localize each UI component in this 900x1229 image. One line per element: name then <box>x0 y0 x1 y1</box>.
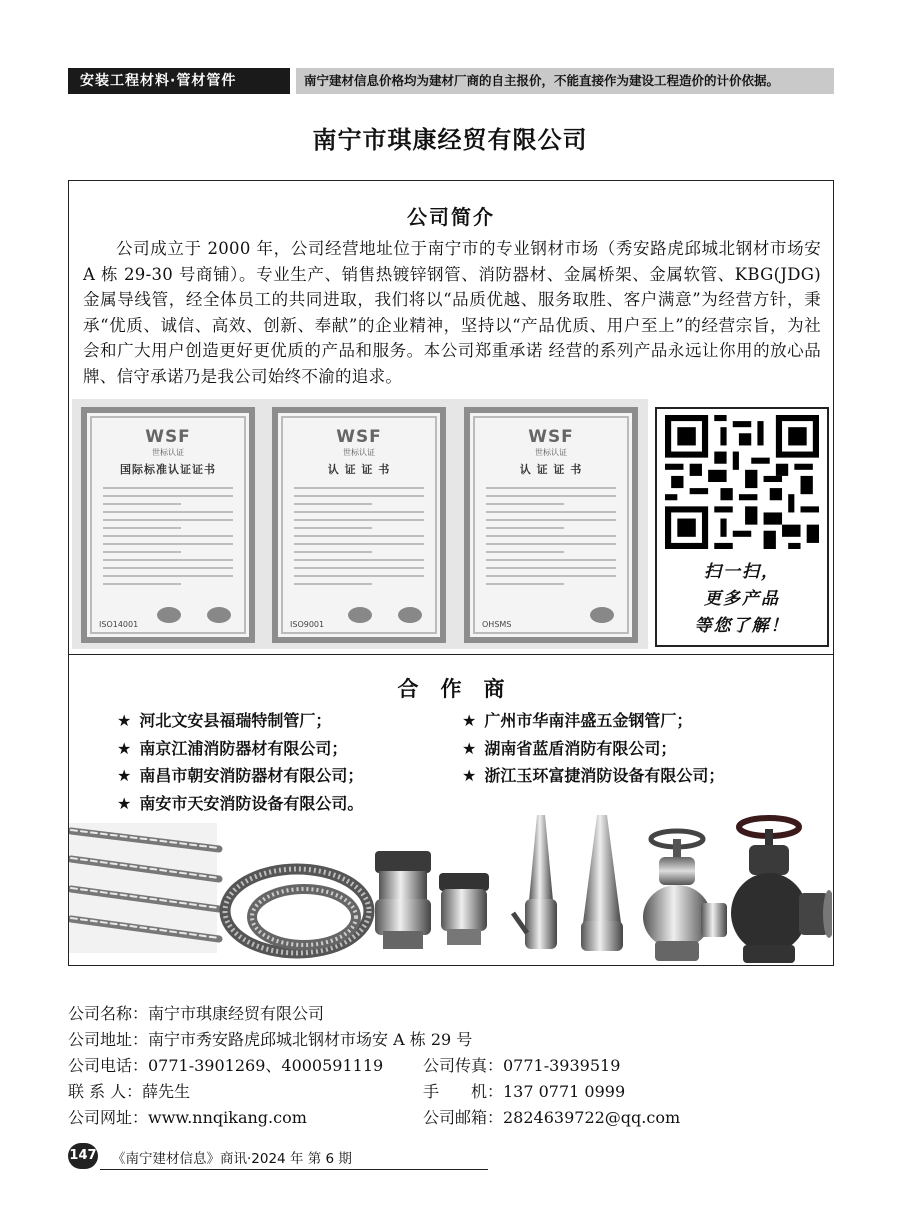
cert-logo: WSF <box>336 427 382 447</box>
footer-rule <box>100 1169 488 1170</box>
qr-panel <box>655 407 829 647</box>
cert-standard: ISO14001 <box>99 620 139 629</box>
steel-pipes-image <box>69 823 219 953</box>
accreditation-seal-icon <box>207 607 231 623</box>
contact-mobile: 手 机：137 0771 0999 <box>423 1082 626 1101</box>
fire-hydrant-valve-image <box>643 818 832 963</box>
company-address: 公司地址：南宁市秀安路虎邱城北钢材市场安 A 栋 29 号 <box>68 1030 473 1049</box>
fire-nozzle-image <box>513 815 623 951</box>
partner-item: ★ 南安市天安消防设备有限公司。 <box>117 790 363 818</box>
cert-logo-sub: 世标认证 <box>343 448 375 457</box>
partner-item: ★ 南京江浦消防器材有限公司； <box>117 735 363 763</box>
cnas-seal-icon <box>590 607 614 623</box>
page-title: 南宁市琪康经贸有限公司 <box>312 125 588 154</box>
cert-text-lines <box>486 487 616 591</box>
publication-name: 《南宁建材信息》商讯·2024 年 第 6 期 <box>112 1151 352 1167</box>
flexible-conduit-image <box>225 869 369 953</box>
company-fax: 公司传真：0771-3939519 <box>423 1056 621 1075</box>
section-label: 安装工程材料·管材管件 <box>68 68 290 94</box>
cert-logo: WSF <box>528 427 574 447</box>
company-website[interactable]: 公司网址：www.nnqikang.com <box>68 1108 307 1127</box>
intro-text: 公司成立于 2000 年，公司经营地址位于南宁市的专业钢材市场（秀安路虎邱城北钢材市场安 A 栋 29-30 号商铺）。专业生产、销售热镀锌钢管、消防器材、金属桥架、金属软管、KBG(JDG)金属导线管，经全体员工的共同进取，我们将以“品质优越、服务取胜、客户满意”为经营方针，秉承“优质、诚信、高效、创新、奉献”的企业精神，坚持以“产品优质、用户至上”的经营宗旨，为社会和广大用户创造更好更优质的产品和服务。本公司郑重承诺 经营的系列产品永远让你用的放心品牌、信守承诺乃是我公司始终不渝的追求。 <box>83 239 821 386</box>
page-number: 147 <box>68 1143 98 1169</box>
cert-text-lines <box>294 487 424 591</box>
partners-list-left <box>117 707 363 817</box>
cert-title: 认 证 证 书 <box>327 463 391 476</box>
cert-title: 认 证 证 书 <box>519 463 583 476</box>
cert-standard: OHSMS <box>482 620 512 629</box>
cert-logo-sub: 世标认证 <box>535 448 567 457</box>
contact-person: 联 系 人：薛先生 <box>68 1082 191 1101</box>
qr-caption-line: 更多产品 <box>704 589 780 609</box>
intro-title: 公司简介 <box>407 205 495 229</box>
cnas-seal-icon <box>398 607 422 623</box>
partner-item: ★ 湖南省蓝盾消防有限公司； <box>462 735 724 763</box>
iaf-seal-icon <box>157 607 181 623</box>
cert-logo: WSF <box>145 427 191 447</box>
qr-caption-line: 等您了解！ <box>694 616 790 636</box>
cert-standard: ISO9001 <box>290 620 325 629</box>
qr-caption-line: 扫一扫， <box>704 562 780 582</box>
partner-item: ★ 浙江玉环富捷消防设备有限公司； <box>462 762 724 790</box>
company-phone: 公司电话：0771-3901269、4000591119 <box>68 1056 384 1075</box>
certificate-iso9001 <box>272 407 446 643</box>
company-name: 公司名称：南宁市琪康经贸有限公司 <box>68 1004 325 1023</box>
company-email[interactable]: 公司邮箱：2824639722@qq.com <box>423 1108 681 1127</box>
partner-item: ★ 广州市华南沣盛五金钢管厂； <box>462 707 724 735</box>
page-footer <box>68 1141 488 1171</box>
qr-code[interactable] <box>665 415 819 549</box>
disclaimer-banner: 南宁建材信息价格均为建材厂商的自主报价，不能直接作为建设工程造价的计价依据。 <box>296 68 834 94</box>
qr-caption <box>657 559 827 640</box>
hose-coupling-image <box>375 851 489 949</box>
partner-item: ★ 南昌市朝安消防器材有限公司； <box>117 762 363 790</box>
certificate-ohsms <box>464 407 638 643</box>
advert-box <box>68 180 834 966</box>
product-photos <box>69 813 832 965</box>
cert-logo-sub: 世标认证 <box>152 448 184 457</box>
cert-title: 国际标准认证证书 <box>120 463 216 476</box>
cert-text-lines <box>103 487 233 591</box>
partners-list-right <box>462 707 724 790</box>
partner-item: ★ 河北文安县福瑞特制管厂； <box>117 707 363 735</box>
iaf-seal-icon <box>348 607 372 623</box>
section-divider <box>69 654 833 655</box>
partners-title: 合作商 <box>397 677 527 701</box>
certificates-strip <box>72 399 648 649</box>
certificate-iso14001 <box>81 407 255 643</box>
